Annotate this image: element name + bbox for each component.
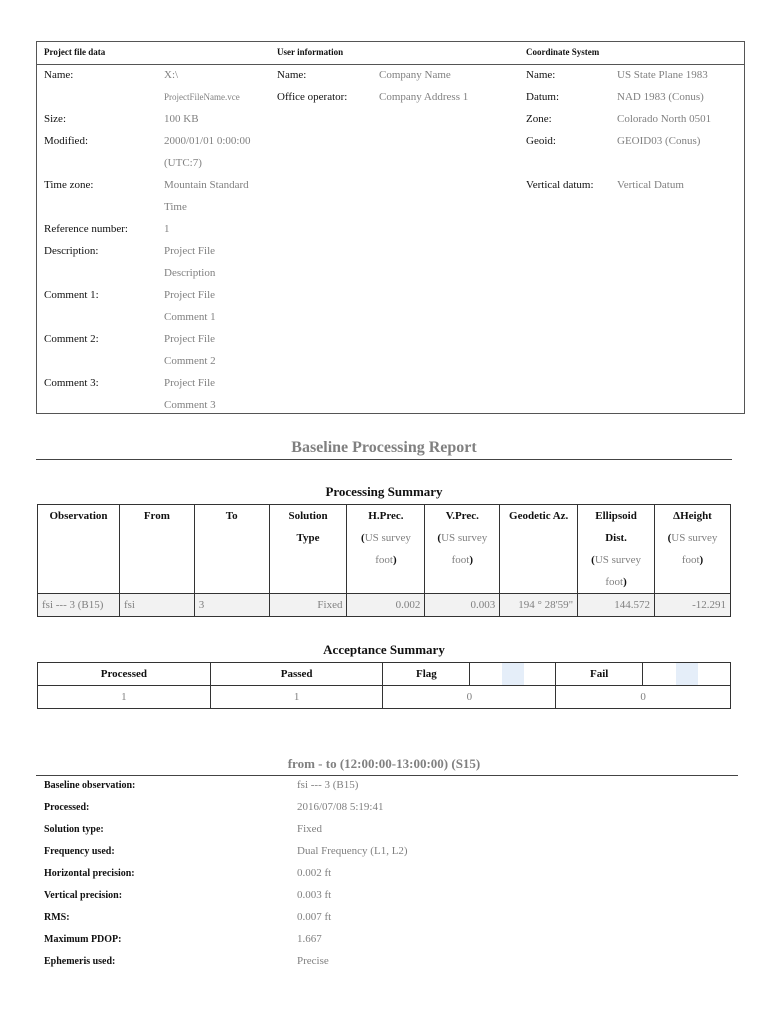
time-zone-label: Time zone:: [44, 179, 94, 191]
datum-label: Datum:: [526, 91, 559, 103]
comment-3-label: Comment 3:: [44, 377, 99, 389]
coord-name-value: US State Plane 1983: [617, 69, 708, 81]
detail-label: Solution type:: [44, 824, 104, 835]
fail-count: 0: [556, 686, 731, 709]
office-operator-label: Office operator:: [277, 91, 348, 103]
processing-summary-table: [37, 504, 731, 617]
user-name-value: Company Name: [379, 69, 451, 81]
acceptance-summary-title: Acceptance Summary: [323, 642, 445, 657]
col-vprec: V.Prec. (US survey foot): [425, 505, 500, 594]
datum-value: NAD 1983 (Conus): [617, 91, 704, 103]
detail-label: Frequency used:: [44, 846, 115, 857]
acceptance-header-row: [38, 663, 731, 686]
reference-number-label: Reference number:: [44, 223, 128, 235]
processing-summary-title: Processing Summary: [325, 484, 443, 499]
fail-color-swatch: [676, 663, 698, 685]
modified-label: Modified:: [44, 135, 88, 147]
detail-label: Vertical precision:: [44, 890, 123, 901]
comment-2-label: Comment 2:: [44, 333, 99, 345]
cell-ellipsoid-dist: 144.572: [578, 594, 655, 617]
description-value: Project File Description: [164, 245, 216, 279]
project-info-box: [36, 41, 745, 414]
cell-from: fsi: [119, 594, 194, 617]
baseline-detail-title: from - to (12:00:00-13:00:00) (S15): [287, 756, 481, 771]
cell-delta-height: -12.291: [655, 594, 731, 617]
vertical-datum-label: Vertical datum:: [526, 179, 594, 191]
user-information-header: User information: [277, 47, 344, 57]
detail-value: Dual Frequency (L1, L2): [297, 845, 408, 857]
comment-2-value: Project File Comment 2: [164, 333, 216, 367]
table-row: [38, 686, 731, 709]
col-to: To: [194, 505, 269, 594]
detail-label: Ephemeris used:: [44, 956, 116, 967]
detail-value: Fixed: [297, 823, 323, 835]
office-operator-value: Company Address 1: [379, 91, 469, 103]
col-delta-height: ΔHeight (US survey foot): [655, 505, 731, 594]
col-fail: Fail: [556, 663, 643, 686]
project-file-data-header: Project file data: [44, 47, 106, 57]
detail-value: fsi --- 3 (B15): [297, 779, 359, 791]
baseline-detail-rule: [36, 775, 738, 776]
coord-name-label: Name:: [526, 69, 556, 81]
report-title-rule: [36, 459, 732, 460]
detail-value: 0.002 ft: [297, 867, 332, 879]
col-observation: Observation: [38, 505, 120, 594]
detail-value: 0.003 ft: [297, 889, 332, 901]
col-ellipsoid-dist: Ellipsoid Dist. (US survey foot): [578, 505, 655, 594]
cell-solution-type: Fixed: [269, 594, 347, 617]
col-hprec: H.Prec. (US survey foot): [347, 505, 425, 594]
cell-hprec: 0.002: [347, 594, 425, 617]
vertical-datum-value: Vertical Datum: [617, 179, 684, 191]
file-size-value: 100 KB: [164, 113, 199, 125]
col-geodetic-az: Geodetic Az.: [500, 505, 578, 594]
comment-1-label: Comment 1:: [44, 289, 99, 301]
description-label: Description:: [44, 245, 99, 257]
detail-label: Horizontal precision:: [44, 868, 135, 879]
col-solution-type: Solution Type: [269, 505, 347, 594]
geoid-value: GEOID03 (Conus): [617, 135, 701, 147]
report-title: Baseline Processing Report: [291, 439, 477, 456]
flag-color-swatch: [502, 663, 524, 685]
flag-count: 0: [383, 686, 556, 709]
reference-number-value: 1: [164, 223, 170, 235]
user-name-label: Name:: [277, 69, 307, 81]
file-name-label: Name:: [44, 69, 74, 81]
detail-value: Precise: [297, 955, 329, 967]
detail-label: Maximum PDOP:: [44, 934, 122, 945]
cell-vprec: 0.003: [425, 594, 500, 617]
modified-value: 2000/01/01 0:00:00 (UTC:7): [164, 135, 251, 169]
col-from: From: [119, 505, 194, 594]
file-name-value: X:\ ProjectFileName.vce: [164, 69, 240, 102]
table-row: [38, 594, 731, 617]
col-flag: Flag: [383, 663, 470, 686]
passed-count: 1: [210, 686, 383, 709]
detail-value: 2016/07/08 5:19:41: [297, 801, 384, 813]
detail-value: 1.667: [297, 933, 322, 945]
zone-value: Colorado North 0501: [617, 113, 712, 125]
coordinate-system-header: Coordinate System: [526, 47, 600, 57]
processed-count: 1: [38, 686, 211, 709]
geoid-label: Geoid:: [526, 135, 556, 147]
acceptance-summary-table: [37, 662, 731, 709]
cell-observation: fsi --- 3 (B15): [38, 594, 120, 617]
time-zone-value: Mountain Standard Time: [164, 179, 249, 213]
col-processed: Processed: [38, 663, 211, 686]
file-size-label: Size:: [44, 113, 66, 125]
flag-color-cell: [470, 663, 556, 686]
zone-label: Zone:: [526, 113, 552, 125]
cell-geodetic-az: 194 ° 28'59": [500, 594, 578, 617]
detail-value: 0.007 ft: [297, 911, 332, 923]
detail-label: Processed:: [44, 802, 90, 813]
cell-to: 3: [194, 594, 269, 617]
fail-color-cell: [643, 663, 731, 686]
comment-1-value: Project File Comment 1: [164, 289, 216, 323]
col-passed: Passed: [210, 663, 383, 686]
detail-label: Baseline observation:: [44, 780, 136, 791]
processing-header-row: [38, 505, 731, 594]
comment-3-value: Project File Comment 3: [164, 377, 216, 411]
detail-label: RMS:: [44, 912, 70, 923]
